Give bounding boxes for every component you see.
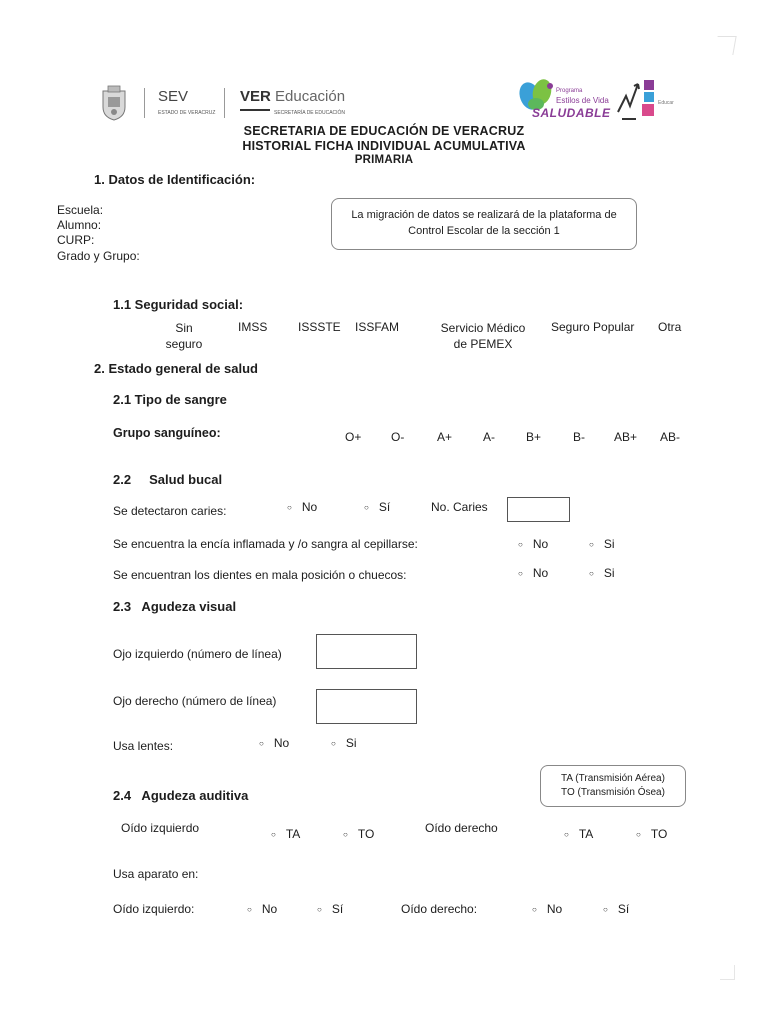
encia-question: Se encuentra la encía inflamada y /o sangra al cepillarse:: [113, 537, 418, 551]
field-grado-grupo: Grado y Grupo:: [57, 249, 140, 263]
estilos-de-vida-saludable-logo: [516, 78, 611, 126]
section-2-heading: 2. Estado general de salud: [94, 361, 258, 376]
title-line-2: HISTORIAL FICHA INDIVIDUAL ACUMULATIVA: [242, 139, 526, 153]
to-legend: TO (Transmisión Ósea): [561, 787, 665, 798]
usa-aparato-label: Usa aparato en:: [113, 867, 199, 881]
title-line-3: PRIMARIA: [354, 154, 414, 166]
caries-no-radio[interactable]: ○ No: [287, 500, 317, 514]
blood-option-b-neg[interactable]: B-: [573, 430, 585, 444]
veracruz-seal-logo: [100, 85, 128, 121]
encia-no-radio[interactable]: ○ No: [518, 537, 548, 551]
option-seguro-popular[interactable]: Seguro Popular: [551, 320, 635, 334]
dientes-no-radio[interactable]: ○ No: [518, 566, 548, 580]
oido-derecho-label: Oído derecho: [425, 821, 498, 835]
educacion-text: Educación: [275, 88, 346, 105]
sev-logo-subtitle: ESTADO DE VERACRUZ: [158, 110, 216, 116]
aparato-oido-izquierdo-label: Oído izquierdo:: [113, 902, 195, 916]
ver-bold-text: VER: [240, 88, 271, 105]
option-issste[interactable]: ISSSTE: [298, 320, 341, 334]
option-imss[interactable]: IMSS: [238, 320, 268, 334]
aparato-oido-derecho-label: Oído derecho:: [401, 902, 478, 916]
page-corner-mark: [720, 965, 735, 980]
ojo-derecho-input[interactable]: [316, 689, 417, 724]
grupo-sanguineo-label: Grupo sanguíneo:: [113, 426, 221, 440]
migration-note-text: La migración de datos se realizará de la plataforma de Control Escolar de la sección 1: [351, 209, 617, 237]
blood-option-o-pos[interactable]: O+: [345, 430, 362, 444]
section-2-2-heading: 2.2 Salud bucal: [113, 472, 223, 487]
aparato-izq-si-radio[interactable]: ○ Sí: [317, 902, 343, 916]
section-2-3-heading: 2.3 Agudeza visual: [113, 599, 237, 614]
option-issfam[interactable]: ISSFAM: [355, 320, 400, 334]
encia-si-radio[interactable]: ○ Si: [589, 537, 615, 551]
oido-der-to-radio[interactable]: ○ TO: [636, 827, 667, 841]
caries-question: Se detectaron caries:: [113, 504, 227, 518]
section-2-4-heading: 2.4 Agudeza auditiva: [113, 788, 249, 803]
option-servicio-medico-pemex[interactable]: Servicio Médico de PEMEX: [440, 321, 526, 351]
ojo-izquierdo-label: Ojo izquierdo (número de línea): [113, 647, 282, 661]
oido-izq-ta-radio[interactable]: ○ TA: [271, 827, 300, 841]
page-corner-mark: [714, 36, 736, 55]
ta-legend: TA (Transmisión Aérea): [561, 773, 665, 784]
estilos-text: Estilos de Vida: [556, 96, 609, 105]
lentes-si-radio[interactable]: ○ Si: [331, 736, 357, 750]
blood-option-a-neg[interactable]: A-: [483, 430, 495, 444]
field-curp: CURP:: [57, 233, 95, 247]
blood-option-b-pos[interactable]: B+: [526, 430, 542, 444]
title-line-1: SECRETARIA DE EDUCACIÓN DE VERACRUZ: [243, 124, 525, 138]
ver-underline: [240, 109, 270, 111]
blood-option-ab-neg[interactable]: AB-: [660, 430, 681, 444]
lentes-no-radio[interactable]: ○ No: [259, 736, 289, 750]
ver-educacion-logo: [240, 88, 345, 105]
section-1-heading: 1. Datos de Identificación:: [94, 172, 256, 187]
logo-divider: [224, 88, 225, 118]
logo-divider: [144, 88, 145, 118]
usa-lentes-label: Usa lentes:: [113, 739, 174, 753]
option-sin-seguro[interactable]: Sin seguro: [165, 321, 203, 351]
aparato-der-si-radio[interactable]: ○ Sí: [603, 902, 629, 916]
no-caries-label: No. Caries: [431, 500, 488, 514]
aparato-der-no-radio[interactable]: ○ No: [532, 902, 562, 916]
blood-option-ab-pos[interactable]: AB+: [614, 430, 638, 444]
blood-option-a-pos[interactable]: A+: [437, 430, 453, 444]
migration-note-box: [331, 198, 637, 250]
field-escuela: Escuela:: [57, 203, 104, 217]
caries-si-radio[interactable]: ○ Sí: [364, 500, 390, 514]
saludable-text: SALUDABLE: [532, 106, 611, 120]
oido-izquierdo-label: Oído izquierdo: [121, 821, 200, 835]
dientes-si-radio[interactable]: ○ Si: [589, 566, 615, 580]
ver-educacion-subtitle: SECRETARÍA DE EDUCACIÓN: [274, 110, 346, 116]
dientes-question: Se encuentran los dientes en mala posición o chuecos:: [113, 568, 407, 582]
educar-blocks-logo: [614, 76, 676, 126]
ojo-derecho-label: Ojo derecho (número de línea): [113, 694, 277, 708]
programa-text: Programa: [556, 88, 583, 94]
educar-text: Educar: [658, 100, 674, 106]
no-caries-input[interactable]: [507, 497, 570, 522]
ta-to-legend-box: [540, 765, 686, 807]
blood-option-o-neg[interactable]: O-: [391, 430, 405, 444]
ojo-izquierdo-input[interactable]: [316, 634, 417, 669]
aparato-izq-no-radio[interactable]: ○ No: [247, 902, 277, 916]
oido-izq-to-radio[interactable]: ○ TO: [343, 827, 374, 841]
field-alumno: Alumno:: [57, 218, 102, 232]
option-otra[interactable]: Otra: [658, 320, 682, 334]
section-1-1-heading: 1.1 Seguridad social:: [113, 297, 244, 312]
oido-der-ta-radio[interactable]: ○ TA: [564, 827, 593, 841]
sev-logo-text: SEV: [158, 88, 189, 105]
section-2-1-heading: 2.1 Tipo de sangre: [113, 392, 227, 407]
